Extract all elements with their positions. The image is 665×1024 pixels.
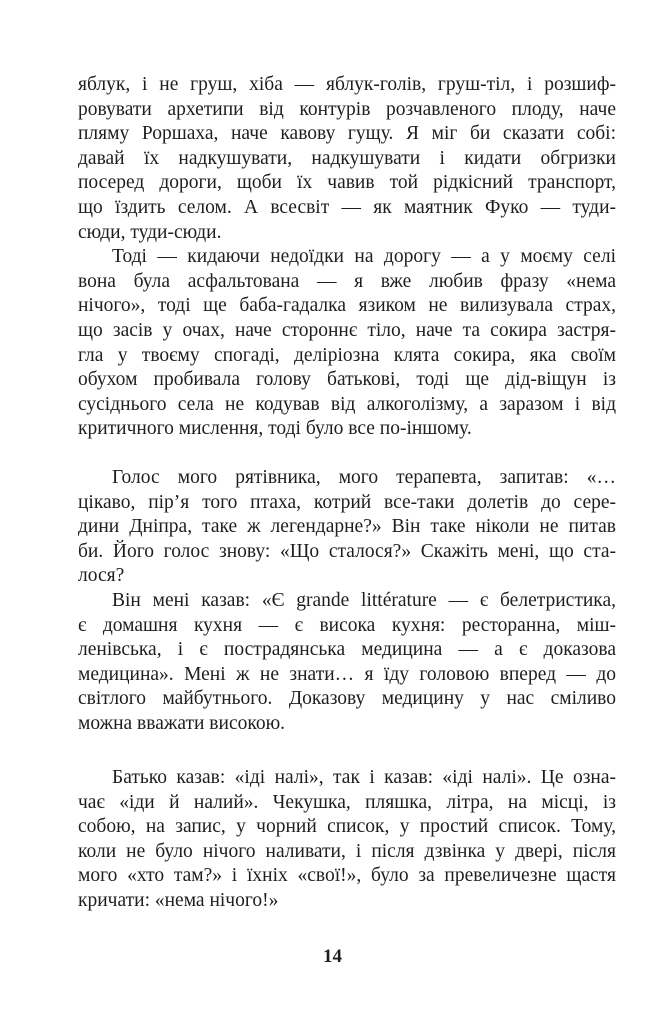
text-line: мого «хто там?» і їхніх «свої!», було за превеличезне щастя — [78, 865, 616, 887]
text-line: посеред дороги, щоби їх чавив той рідкісний транспорт, — [78, 172, 616, 194]
text-line: собою, на запис, у чорний список, у простий список. Тому, — [78, 816, 616, 838]
text-line: давай їх надкушувати, надкушувати і кидати обгризки — [78, 147, 616, 169]
text-line: критичного мислення, тоді було все по-іншому. — [78, 418, 472, 440]
text-line: Голос мого рятівника, мого терапевта, запитав: «… — [112, 467, 616, 488]
text-line: нічого», тоді ще баба-гадалка язиком не вилизувала страх, — [78, 295, 616, 317]
text-line: сусіднього села не кодував від алкоголізму, а заразом і від — [78, 393, 616, 415]
text-section-3 — [78, 766, 616, 914]
paragraph — [78, 245, 616, 442]
text-line: кричати: «нема нічого!» — [78, 889, 279, 911]
text-section-1 — [78, 73, 616, 442]
text-line: Батько казав: «іді налі», так і казав: «іді налі». Це озна- — [112, 767, 616, 788]
text-line: є домашня кухня — є висока кухня: ресторанна, міш- — [78, 614, 616, 636]
paragraph — [78, 766, 616, 914]
text-line: дини Дніпра, таке ж легендарне?» Він таке ніколи не питав — [78, 516, 616, 538]
paragraph — [78, 589, 616, 737]
text-line: світлого майбутнього. Доказову медицину у нас сміливо — [78, 688, 616, 710]
text-section-2 — [78, 466, 616, 737]
text-line: лося? — [78, 565, 125, 587]
text-line: обухом пробивала голову батькові, тоді ще дід-віщун із — [78, 369, 616, 391]
text-line: Він мені казав: «Є grande littérature — є белетристика, — [112, 589, 616, 611]
text-line: коли не було нічого наливати, і після дзвінка у двері, після — [78, 840, 616, 862]
text-line: ленівська, і є пострадянська медицина — а є доказова — [78, 639, 616, 661]
paragraph — [78, 466, 616, 589]
text-line: можна вважати високою. — [78, 712, 286, 734]
text-line: яблук, і не груш, хіба — яблук-голів, груш-тіл, і розшиф- — [78, 74, 616, 95]
text-line: би. Його голос знову: «Що сталося?» Скажіть мені, що ста- — [78, 540, 616, 562]
text-line: що засів у очах, наче стороннє тіло, наче та сокира застря- — [78, 319, 616, 341]
text-line: сюди, туди-сюди. — [78, 221, 222, 243]
text-line: гла у твоєму спогаді, деліріозна клята сокира, яка своїм — [78, 344, 616, 366]
page-number: 14 — [323, 946, 342, 967]
text-line: що їздить селом. А всесвіт — як маятник Фуко — туди- — [78, 196, 616, 218]
text-line: вона була асфальтована — я вже любив фразу «нема — [78, 270, 616, 292]
text-line: пляму Роршаха, наче кавову гущу. Я міг би сказати собі: — [78, 123, 616, 145]
text-line: Тоді — кидаючи недоїдки на дорогу — а у моєму селі — [112, 246, 616, 268]
text-line: цікаво, пір’я того птаха, котрий все-таки долетів до сере- — [78, 491, 616, 513]
paragraph — [78, 73, 616, 245]
text-line: ровувати архетипи від контурів розчавленого плоду, наче — [78, 98, 616, 120]
text-line: чає «іди й налий». Чекушка, пляшка, літра, на місці, із — [78, 791, 616, 813]
text-line: медицина». Мені ж не знати… я їду головою вперед — до — [78, 663, 616, 685]
